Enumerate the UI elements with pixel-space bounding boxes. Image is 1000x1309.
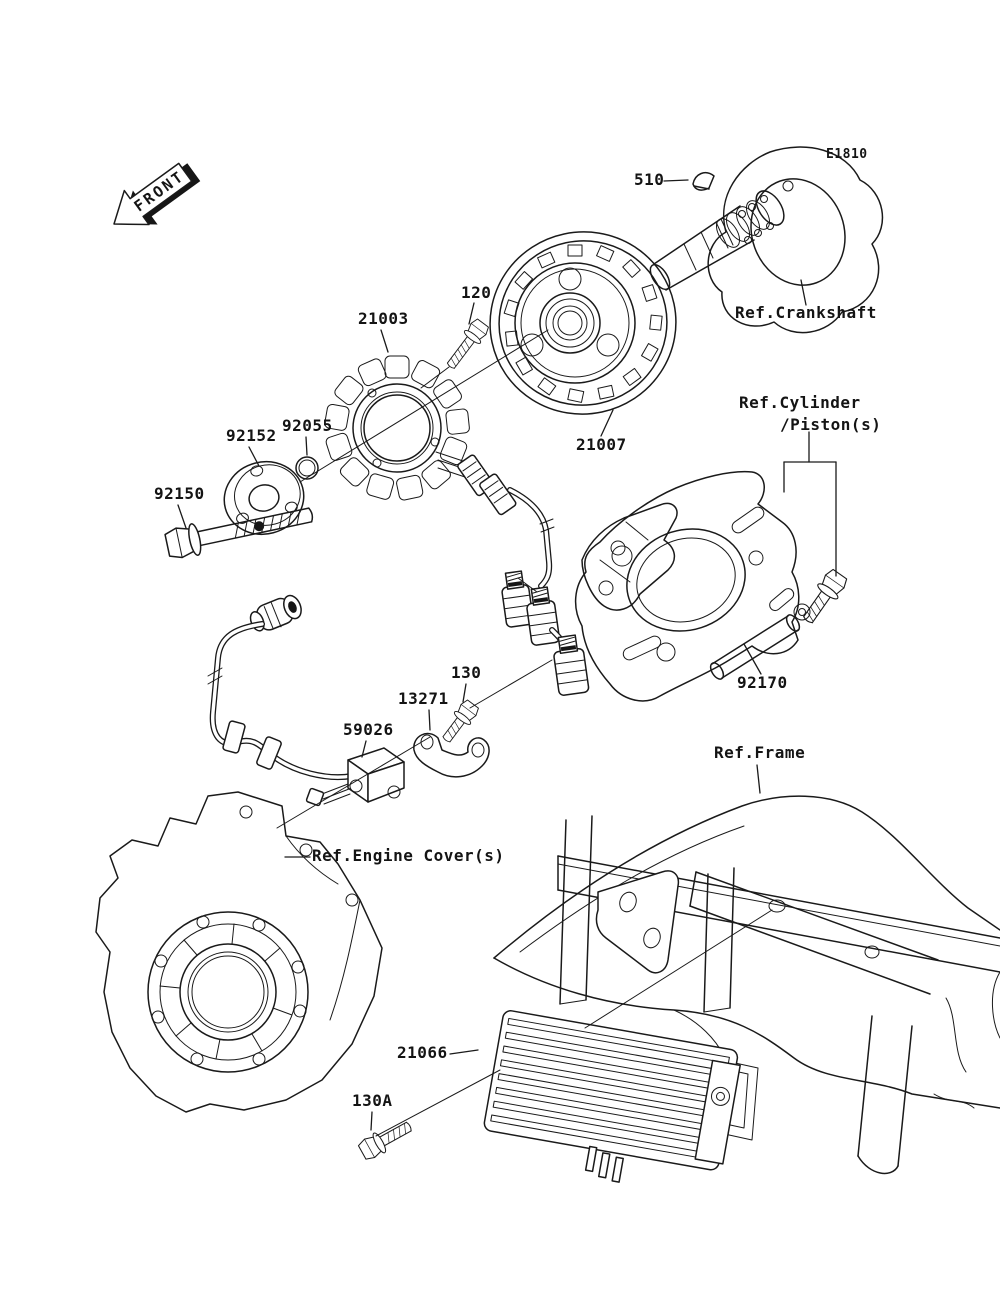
ref-label-cylinder-line1: Ref.Cylinder xyxy=(739,393,861,412)
part-label-120: 120 xyxy=(461,283,492,302)
regulator-drawing xyxy=(478,1010,742,1200)
part-label-21003: 21003 xyxy=(358,309,409,328)
part-label-92055: 92055 xyxy=(282,416,333,435)
grommet-plate-drawing xyxy=(216,453,312,543)
part-label-92152: 92152 xyxy=(226,426,277,445)
part-label-21007: 21007 xyxy=(576,435,627,454)
ref-label-engine-cover: Ref.Engine Cover(s) xyxy=(312,846,505,865)
stator-harness-drawing xyxy=(436,452,589,696)
ref-label-frame: Ref.Frame xyxy=(714,743,806,762)
o-ring-drawing xyxy=(296,457,318,479)
part-label-510: 510 xyxy=(634,170,665,189)
part-label-13271: 13271 xyxy=(398,689,449,708)
part-label-130a: 130A xyxy=(352,1091,393,1110)
engine-cover-drawing xyxy=(96,792,382,1112)
part-label-21066: 21066 xyxy=(397,1043,448,1062)
front-arrow-label: FRONT xyxy=(130,166,188,216)
bolt-130a xyxy=(357,1116,416,1162)
stator-drawing xyxy=(324,356,470,501)
bolt-120 xyxy=(442,317,491,373)
woodruff-key-510 xyxy=(693,173,714,190)
part-label-92150: 92150 xyxy=(154,484,205,503)
lead-wire-harness-drawing xyxy=(208,592,404,806)
part-label-92170: 92170 xyxy=(737,673,788,692)
front-direction-arrow xyxy=(102,151,206,245)
ref-label-crankshaft: Ref.Crankshaft xyxy=(735,303,877,322)
cylinder-bolt xyxy=(797,567,849,627)
cylinder-drawing xyxy=(576,472,799,701)
part-label-130: 130 xyxy=(451,663,482,682)
part-label-59026: 59026 xyxy=(343,720,394,739)
ref-label-cylinder-line2: /Piston(s) xyxy=(780,415,882,434)
diagram-code: E1810 xyxy=(826,147,868,162)
flywheel-drawing xyxy=(473,215,693,432)
